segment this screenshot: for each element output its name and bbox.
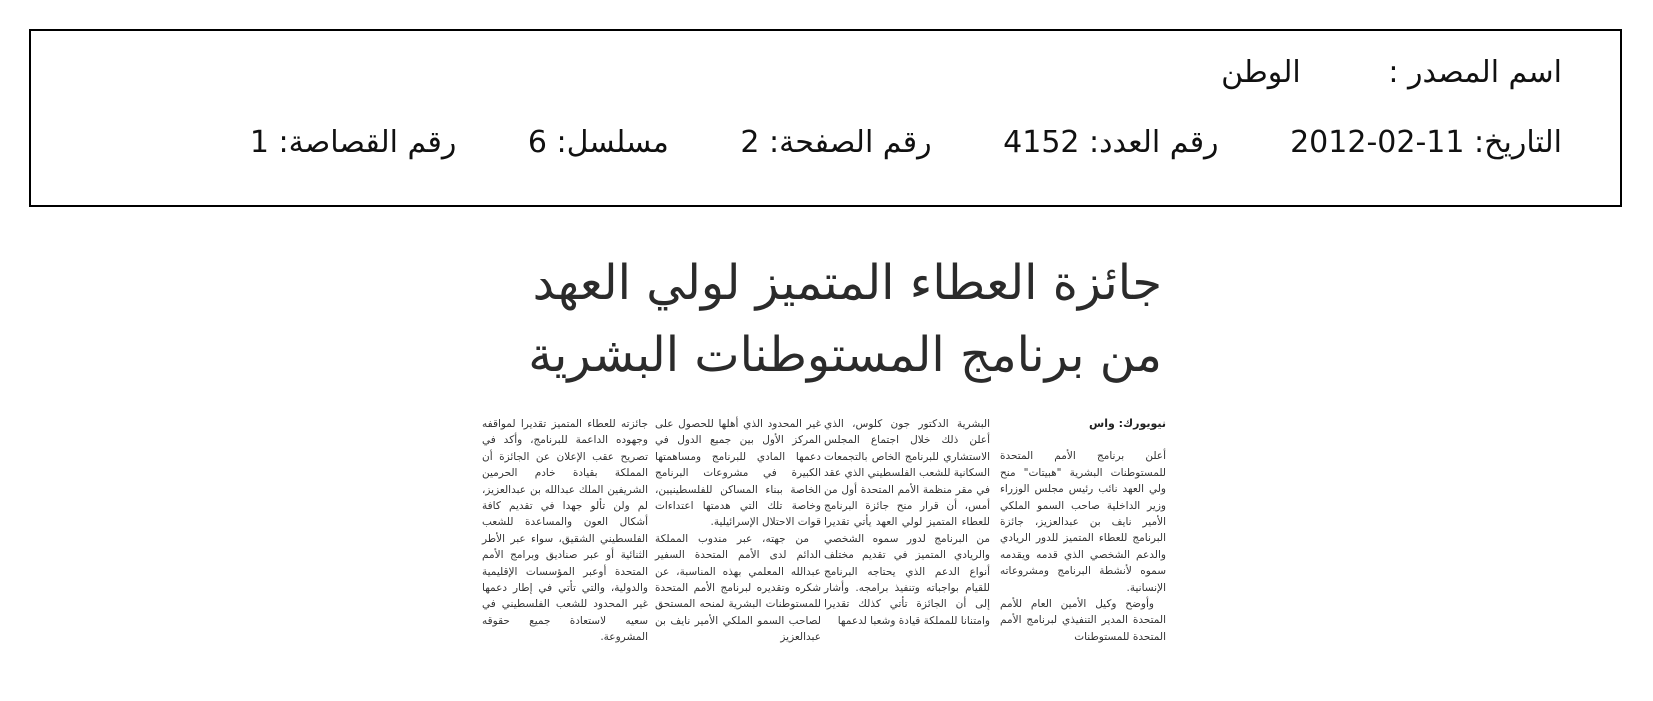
headline-line-2: من برنامج المستوطنات البشرية (528, 327, 1162, 383)
article-column-3 (655, 416, 821, 646)
article-column-4 (482, 416, 648, 646)
clip-number-field: رقم القصاصة: 1 (249, 125, 457, 160)
issue-number-field: رقم العدد: 4152 (1003, 125, 1219, 160)
article-column-1 (1000, 416, 1166, 645)
serial-field: مسلسل: 6 (527, 125, 669, 160)
article-column-2 (824, 416, 990, 629)
column-3-paragraph-2: من جهته، عبر مندوب المملكة الدائم لدى الأمم المتحدة السفير عبدالله المعلمي بهذه المناسبة، عن شكره وتقديره لبرنامج الأمم المتحدة للمستوطنات البشرية لمنحه المستحق لصاحب السمو الملكي الأمير نايف بن عبدالعزيز (655, 532, 821, 644)
source-value: الوطن (1221, 55, 1301, 90)
date-field: التاريخ: 11-02-2012 (1290, 125, 1562, 160)
source-row (1221, 55, 1562, 91)
article-byline: نيويورك: واس (1089, 417, 1166, 430)
column-1-paragraph-2: وأوضح وكيل الأمين العام للأمم المتحدة المدير التنفيذي لبرنامج الأمم المتحدة للمستوطنات (1000, 598, 1166, 643)
column-3-paragraph-1: غير المحدود الذي أهلها للحصول على المركز الأول بين جميع الدول في دعمها المادي للبرنامج ومساهمتها الكبيرة في مشروعات البرنامج الخاصة ببناء المساكن للفلسطينيين، وخاصة تلك التي هدمتها اعتداءات قوات الاحتلال الإسرائيلية. (655, 418, 821, 529)
column-2-paragraph-1: البشرية الدكتور جون كلوس، الذي أعلن ذلك خلال اجتماع المجلس الاستشاري للبرنامج الخاص بالتجمعات السكانية للشعب الفلسطيني الذي عقد في مقر منظمة الأمم المتحدة أول من أمس، أن قرار منح جائزة البرنامج للعطاء المتميز لولي العهد يأتي تقديرا من البرنامج لدور سموه الشخصي والريادي المتميز في تقديم مختلف أنواع الدعم الذي يحتاجه البرنامج للقيام بواجباته وتنفيذ برامجه. وأشار إلى أن الجائزة تأتي كذلك تقديرا وامتنانا للمملكة قيادة وشعبا لدعمها (824, 418, 990, 627)
source-label: اسم المصدر : (1388, 55, 1562, 90)
source-info-box (29, 29, 1622, 207)
headline-line-1: جائزة العطاء المتميز لولي العهد (532, 255, 1162, 311)
article-headline (440, 247, 1162, 391)
column-1-paragraph-1: أعلن برنامج الأمم المتحدة للمستوطنات البشرية "هبيتات" منح ولي العهد نائب رئيس مجلس الوزراء وزير الداخلية صاحب السمو الملكي الأمير نايف بن عبدالعزيز، جائزة البرنامج للعطاء المتميز للدور الريادي والدعم الشخصي الذي قدمه ويقدمه سموه لأنشطة البرنامج ومشروعاته الإنسانية. (1000, 450, 1166, 594)
publication-details-row (250, 125, 1562, 161)
column-4-paragraph-1: جائزته للعطاء المتميز تقديرا لمواقفه وجهوده الداعمة للبرنامج، وأكد في تصريح عقب الإعلان عن الجائزة أن المملكة بقيادة خادم الحرمين الشريفين الملك عبدالله بن عبدالعزيز، لم ولن تألو جهدا في تقديم كافة أشكال العون والمساعدة للشعب الفلسطيني الشقيق، سواء عبر الأطر الثنائية أو عبر صناديق وبرامج الأمم المتحدة أوعبر المؤسسات الإقليمية والدولية، والتي تأتي في إطار دعمها غير المحدود للشعب الفلسطيني في سعيه لاستعادة جميع حقوقه المشروعة. (482, 418, 648, 644)
page-number-field: رقم الصفحة: 2 (740, 125, 932, 160)
